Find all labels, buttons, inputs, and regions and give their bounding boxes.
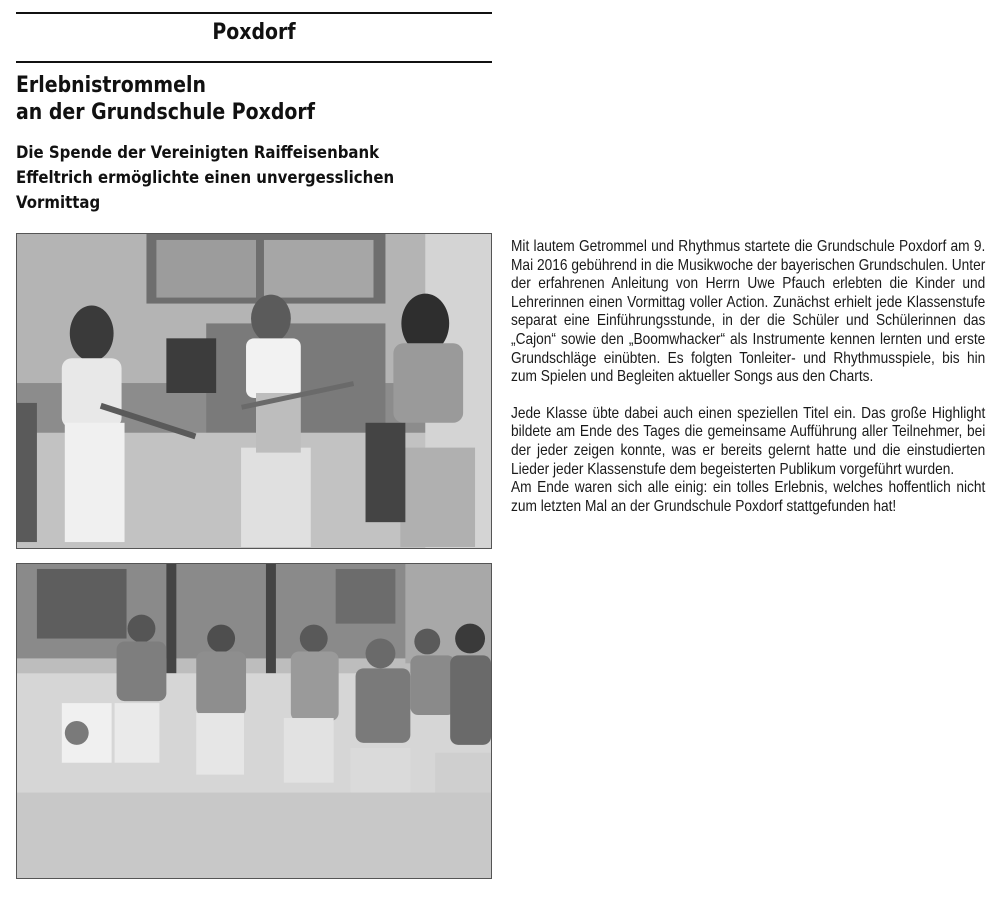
headline-line-2: an der Grundschule Poxdorf <box>16 100 315 125</box>
section-title: Poxdorf <box>212 20 296 45</box>
article-subheadline <box>16 141 509 216</box>
article-headline <box>16 72 498 126</box>
photo-cajon-group <box>16 563 492 879</box>
subhead-line-1: Die Spende der Vereinigten Raiffeisenbank <box>16 143 380 163</box>
article-paragraph-1: Mit lautem Getrommel und Rhythmus startete die Grundschule Poxdorf am 9. Mai 2016 gebührend in die Musikwoche der bayerischen Grundschulen. Unter der erfahrenen Anleitung von Herrn Uwe Pfauch erlebten die Kinder und Lehrerinnen einen Vormittag voller Action. Zunächst erhielt jede Klassenstufe separat eine Einführungsstunde, in der die Schüler und Schülerinnen das „Cajon“ sowie den „Boomwhacker“ als Instrumente kennen lernten und erste Grundschläge einübten. Es folgten Tonleiter- und Rhythmusspiele, bis hin zum Spielen und Begleiten aktueller Songs aus den Charts. <box>511 238 986 386</box>
section-rule-top <box>16 12 492 14</box>
photo-cajon-group-image <box>17 564 491 878</box>
subhead-line-2: Effeltrich ermöglichte einen unvergesslichen <box>16 168 395 188</box>
article-paragraph-2: Jede Klasse übte dabei auch einen speziellen Titel ein. Das große Highlight bildete am Ende des Tages die gemeinsame Aufführung aller Teilnehmer, bei der jeder zeigen konnte, was er bereits gelernt hatte und die einstudierten Lieder jeder Klassenstufe dem begeisterten Publikum vorgeführt wurden. <box>511 404 986 478</box>
photo-drumming-girls <box>16 233 492 549</box>
headline-line-1: Erlebnistrommeln <box>16 73 206 98</box>
photo-drumming-girls-image <box>17 234 491 548</box>
article-paragraph-3: Am Ende waren sich alle einig: ein tolles Erlebnis, welches hoffentlich nicht zum letzten Mal an der Grundschule Poxdorf stattgefunden hat! <box>511 479 986 515</box>
article-body <box>511 238 985 516</box>
subhead-line-3: Vormittag <box>16 193 101 213</box>
section-rule-bottom <box>16 61 492 63</box>
